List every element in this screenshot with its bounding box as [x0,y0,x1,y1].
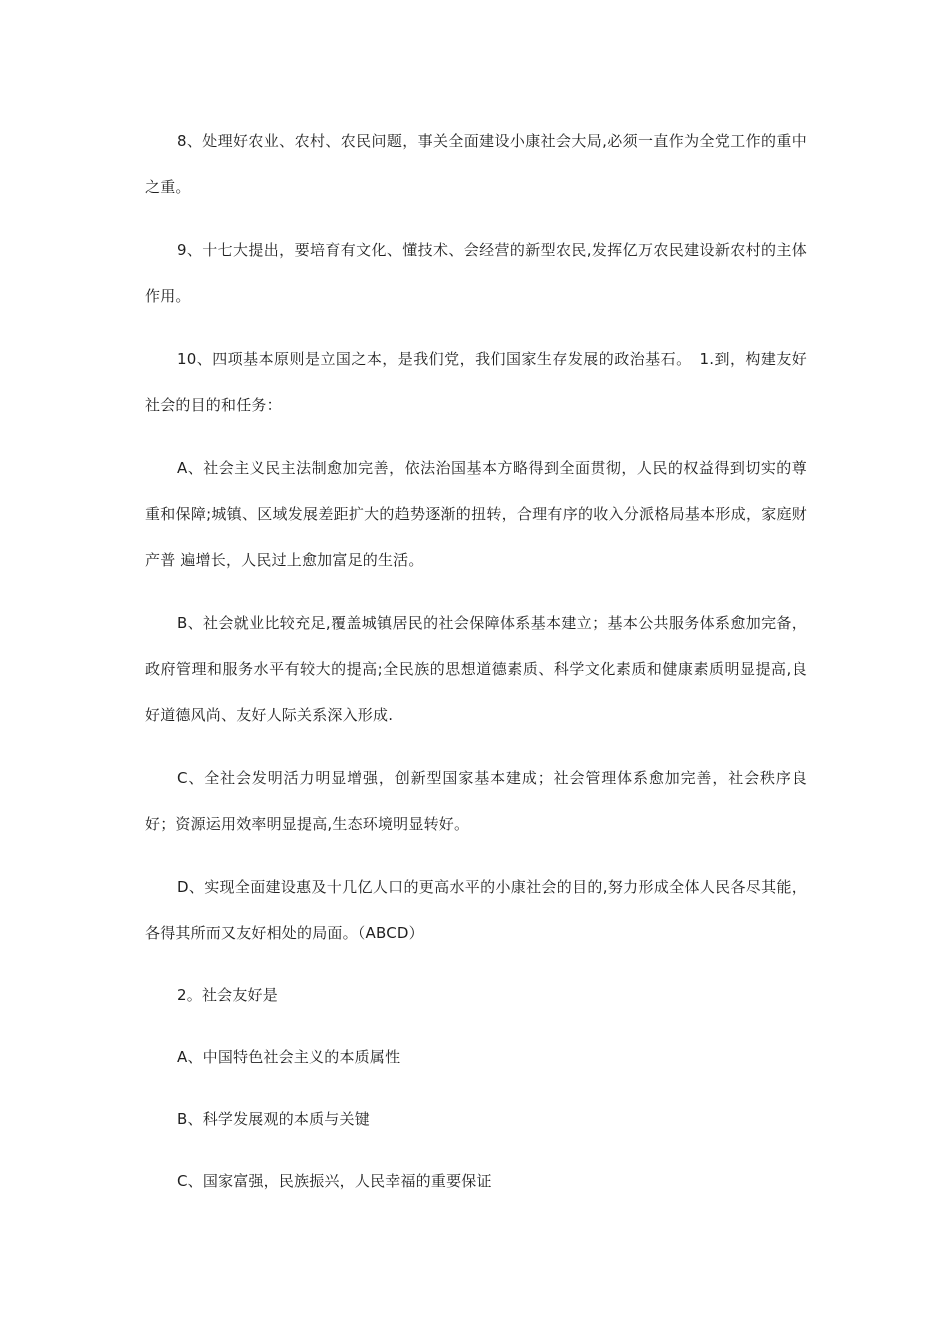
paragraph-option-b: B、社会就业比较充足,覆盖城镇居民的社会保障体系基本建立；基本公共服务体系愈加完备，政府管理和服务水平有较大的提高;全民族的思想道德素质、科学文化素质和健康素质明显提高,良好道德风尚、友好人际关系深入形成. [145,614,807,724]
paragraph-item-10: 10、四项基本原则是立国之本，是我们党，我们国家生存发展的政治基石。 1.到，构建友好社会的目的和任务： [145,350,807,414]
paragraph-item-8: 8、处理好农业、农村、农民问题，事关全面建设小康社会大局,必须一直作为全党工作的重中之重。 [145,132,807,196]
paragraph-option-a: A、社会主义民主法制愈加完善，依法治国基本方略得到全面贯彻，人民的权益得到切实的尊重和保障;城镇、区域发展差距扩大的趋势逐渐的扭转，合理有序的收入分派格局基本形成，家庭财产普 遍增长，人民过上愈加富足的生活。 [145,459,807,569]
document-body [145,118,807,1204]
question-2-heading: 2。社会友好是 [177,986,278,1004]
paragraph-option-c: C、全社会发明活力明显增强，创新型国家基本建成；社会管理体系愈加完善，社会秩序良好；资源运用效率明显提高,生态环境明显转好。 [145,769,807,833]
paragraph-item-9: 9、十七大提出，要培育有文化、懂技术、会经营的新型农民,发挥亿万农民建设新农村的主体作用。 [145,241,807,305]
question-2-option-c: C、国家富强，民族振兴，人民幸福的重要保证 [177,1172,492,1190]
question-2-option-b: B、科学发展观的本质与关键 [177,1110,370,1128]
question-2-option-a: A、中国特色社会主义的本质属性 [177,1048,401,1066]
paragraph-option-d: D、实现全面建设惠及十几亿人口的更高水平的小康社会的目的,努力形成全体人民各尽其能，各得其所而又友好相处的局面。（ABCD） [145,878,807,942]
